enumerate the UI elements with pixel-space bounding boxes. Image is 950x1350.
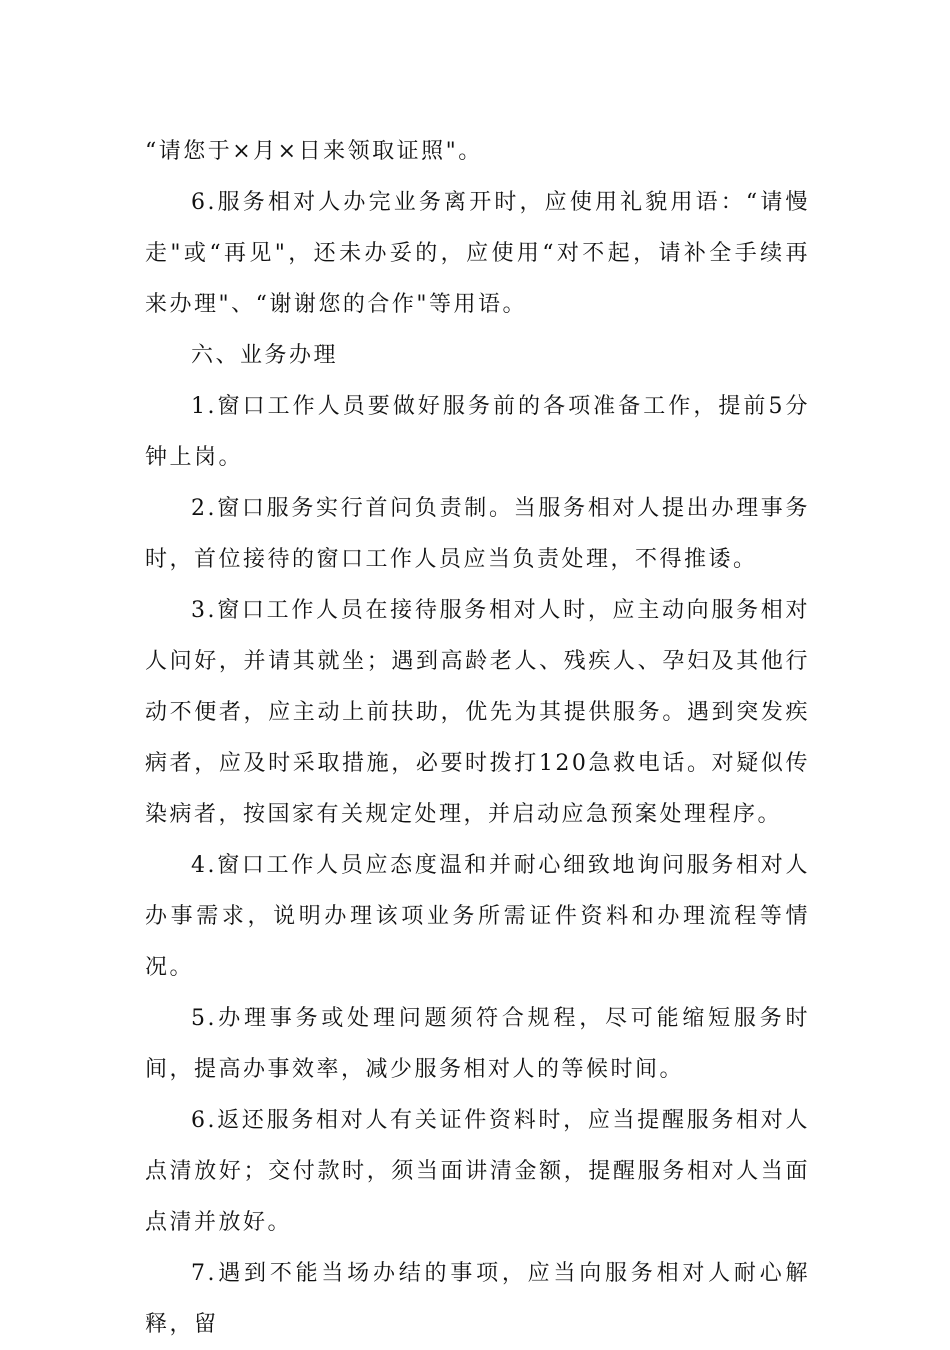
paragraph-item-6-return-documents: 6.返还服务相对人有关证件资料时，应当提醒服务相对人点清放好；交付款时，须当面讲清金额，提醒服务相对人当面点清并放好。 (145, 1108, 810, 1235)
paragraph-item-3-reception: 3.窗口工作人员在接待服务相对人时，应主动向服务相对人问好，并请其就坐；遇到高龄老人、残疾人、孕妇及其他行动不便者，应主动上前扶助，优先为其提供服务。遇到突发疾病者，应及时采取措施，必要时拨打120急救电话。对疑似传染病者，按国家有关规定处理，并启动应急预案处理程序。 (145, 598, 810, 827)
document-body (145, 126, 810, 1350)
paragraph-item-4-inquiry: 4.窗口工作人员应态度温和并耐心细致地询问服务相对人办事需求，说明办理该项业务所需证件资料和办理流程等情况。 (145, 853, 810, 980)
paragraph-item-1-preparation: 1.窗口工作人员要做好服务前的各项准备工作，提前5分钟上岗。 (145, 394, 810, 470)
paragraph-item-6-polite-farewell: 6.服务相对人办完业务离开时，应使用礼貌用语：“请慢走"或“再见"，还未办妥的，应使用“对不起，请补全手续再来办理"、“谢谢您的合作"等用语。 (145, 190, 810, 317)
paragraph-item-7-pending-matters: 7.遇到不能当场办结的事项，应当向服务相对人耐心解释，留 (145, 1261, 810, 1337)
paragraph-item-2-first-inquiry: 2.窗口服务实行首问负责制。当服务相对人提出办理事务时，首位接待的窗口工作人员应当负责处理，不得推诿。 (145, 496, 810, 572)
section-heading-business-handling: 六、业务办理 (191, 343, 339, 368)
paragraph-item-5-efficiency: 5.办理事务或处理问题须符合规程，尽可能缩短服务时间，提高办事效率，减少服务相对人的等候时间。 (145, 1006, 810, 1082)
paragraph-continuation: “请您于×月×日来领取证照"。 (145, 139, 483, 164)
